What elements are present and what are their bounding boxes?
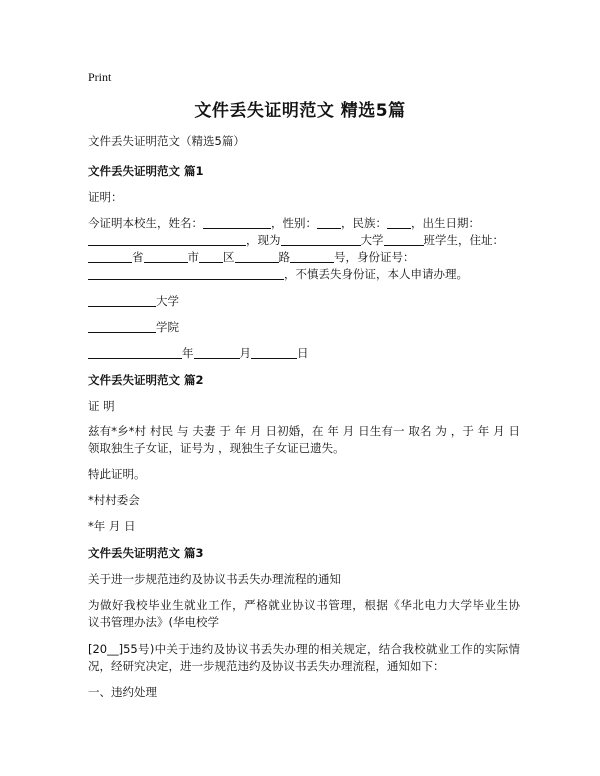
text-fragment: ，性别： bbox=[271, 216, 317, 230]
section2-signature: *村村委会 bbox=[88, 493, 140, 507]
section2-date: *年 月 日 bbox=[88, 519, 136, 533]
section3-paragraph1-line1: 为做好我校毕业生就业工作，严格就业协议书管理，根据《华北电力大学毕业生协 bbox=[88, 598, 520, 612]
section1-heading: 文件丢失证明范文 篇1 bbox=[88, 164, 204, 178]
text-fragment: ，出生日期： bbox=[411, 216, 480, 230]
text-fragment: 大学 bbox=[156, 294, 179, 308]
text-fragment: 省 bbox=[132, 250, 144, 264]
text-fragment: 今证明本校生，姓名： bbox=[88, 216, 203, 230]
text-fragment: 月 bbox=[239, 346, 251, 360]
section1-line4 bbox=[88, 266, 468, 282]
section1-line3 bbox=[88, 249, 415, 265]
section2-paragraph-line2: 领取独生子女证，证号为 ，现独生子女证已遗失。 bbox=[88, 441, 345, 455]
text-fragment: 班学生，住址： bbox=[423, 233, 504, 247]
text-fragment: 学院 bbox=[156, 320, 179, 334]
section2-closing: 特此证明。 bbox=[88, 467, 146, 481]
section1-line1 bbox=[88, 215, 480, 231]
blank-field bbox=[194, 346, 240, 359]
document-subtitle: 文件丢失证明范文（精选5篇） bbox=[88, 134, 245, 148]
blank-field bbox=[168, 233, 246, 246]
signature-date bbox=[88, 345, 309, 361]
section3-paragraph2-line1: [20__]55号)中关于违约及协议书丢失办理的相关规定，结合我校就业工作的实际情 bbox=[88, 642, 520, 656]
text-fragment: ，不慎丢失身份证，本人申请办理。 bbox=[284, 267, 468, 281]
blank-field bbox=[281, 233, 361, 246]
section1-label: 证明： bbox=[88, 190, 123, 204]
text-fragment: 区 bbox=[223, 250, 235, 264]
blank-field bbox=[199, 250, 223, 263]
text-fragment: 号，身份证号： bbox=[334, 250, 415, 264]
blank-field bbox=[144, 250, 188, 263]
section3-item1: 一、违约处理 bbox=[88, 685, 157, 699]
signature-university bbox=[88, 293, 179, 309]
document-title: 文件丢失证明范文 精选5篇 bbox=[194, 101, 406, 121]
print-label: Print bbox=[88, 70, 112, 84]
blank-field bbox=[384, 233, 424, 246]
blank-field bbox=[88, 346, 182, 359]
text-fragment: 路 bbox=[278, 250, 290, 264]
section1-line2 bbox=[88, 232, 504, 248]
section3-paragraph2-line2: 况，经研究决定，进一步规范违约及协议书丢失办理流程，通知如下： bbox=[88, 659, 445, 673]
section2-heading: 文件丢失证明范文 篇2 bbox=[88, 373, 204, 387]
text-fragment: ，民族： bbox=[341, 216, 387, 230]
text-fragment: 大学 bbox=[360, 233, 384, 247]
blank-field bbox=[88, 233, 168, 246]
blank-field bbox=[251, 346, 297, 359]
blank-field bbox=[387, 216, 411, 229]
text-fragment: ，现为 bbox=[246, 233, 281, 247]
blank-field bbox=[290, 250, 334, 263]
text-fragment: 日 bbox=[297, 346, 309, 360]
blank-field bbox=[317, 216, 341, 229]
text-fragment: 年 bbox=[182, 346, 194, 360]
section2-paragraph-line1: 兹有*乡*村 村民 与 夫妻 于 年 月 日初婚，在 年 月 日生有一 取名 为 ，于 年 月 日 bbox=[88, 424, 520, 438]
section2-label: 证 明 bbox=[88, 399, 115, 413]
text-fragment: 市 bbox=[187, 250, 199, 264]
blank-field bbox=[88, 294, 156, 307]
signature-college bbox=[88, 319, 179, 335]
section3-notice-title: 关于进一步规范违约及协议书丢失办理流程的通知 bbox=[88, 572, 341, 586]
section3-heading: 文件丢失证明范文 篇3 bbox=[88, 546, 204, 560]
blank-field bbox=[88, 250, 132, 263]
blank-field bbox=[88, 267, 284, 280]
blank-field bbox=[203, 216, 271, 229]
blank-field bbox=[88, 320, 156, 333]
blank-field bbox=[235, 250, 279, 263]
section3-paragraph1-line2: 议书管理办法》(华电校学 bbox=[88, 615, 219, 629]
